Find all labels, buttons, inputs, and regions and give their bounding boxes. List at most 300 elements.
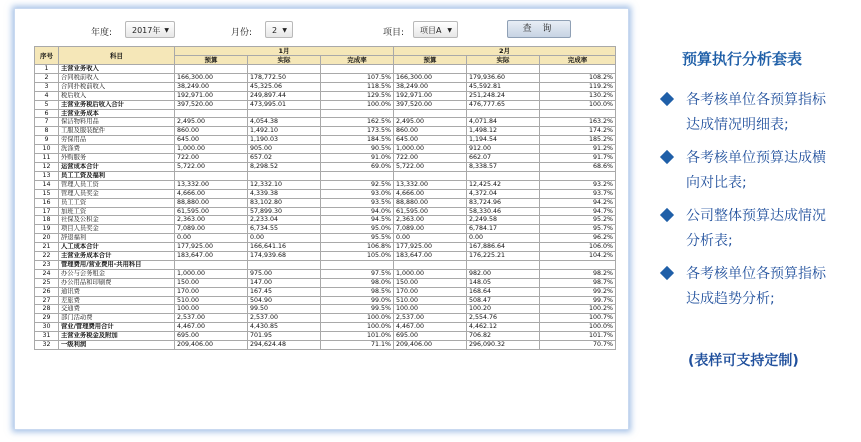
actual-cell: 57,899.30 xyxy=(248,207,321,216)
actual-cell: 508.47 xyxy=(467,296,540,305)
chevron-down-icon: ▼ xyxy=(164,27,169,34)
budget-cell: 510.00 xyxy=(175,296,248,305)
rate-cell: 91.0% xyxy=(321,154,394,163)
chevron-down-icon: ▼ xyxy=(282,27,287,34)
table-row xyxy=(35,332,616,341)
diamond-bullet-icon xyxy=(660,150,674,164)
row-index: 13 xyxy=(35,171,59,180)
row-index: 21 xyxy=(35,243,59,252)
actual-cell: 12,425.42 xyxy=(467,180,540,189)
budget-cell xyxy=(394,260,467,269)
budget-cell: 166,300.00 xyxy=(394,73,467,82)
actual-cell: 1,190.03 xyxy=(248,136,321,145)
rate-cell: 108.2% xyxy=(540,73,616,82)
rate-cell: 106.0% xyxy=(540,243,616,252)
table-row xyxy=(35,154,616,163)
rate-cell: 99.0% xyxy=(321,296,394,305)
rate-cell: 100.0% xyxy=(540,323,616,332)
actual-cell: 701.95 xyxy=(248,332,321,341)
rate-cell: 94.2% xyxy=(540,198,616,207)
actual-cell: 6,784.17 xyxy=(467,225,540,234)
bullet-line: 向对比表; xyxy=(686,175,747,191)
budget-cell: 695.00 xyxy=(175,332,248,341)
rate-cell: 93.0% xyxy=(321,189,394,198)
chevron-down-icon: ▼ xyxy=(447,27,452,34)
row-item: 社保及公积金 xyxy=(59,216,175,225)
table-row xyxy=(35,127,616,136)
rate-cell: 129.5% xyxy=(321,91,394,100)
row-item: 交通费 xyxy=(59,305,175,314)
budget-cell: 183,647.00 xyxy=(175,252,248,261)
table-row xyxy=(35,243,616,252)
row-index: 22 xyxy=(35,252,59,261)
bullet-line: 各考核单位各预算指标 xyxy=(686,92,826,108)
budget-cell xyxy=(175,109,248,118)
actual-cell: 58,330.46 xyxy=(467,207,540,216)
budget-cell: 510.00 xyxy=(394,296,467,305)
budget-cell: 2,537.00 xyxy=(175,314,248,323)
rate-cell: 90.5% xyxy=(321,145,394,154)
row-index: 19 xyxy=(35,225,59,234)
budget-cell: 150.00 xyxy=(394,278,467,287)
rate-cell: 71.1% xyxy=(321,341,394,350)
actual-cell: 178,772.50 xyxy=(248,73,321,82)
header-budget: 预算 xyxy=(175,56,248,65)
budget-cell: 192,971.00 xyxy=(394,91,467,100)
row-index: 31 xyxy=(35,332,59,341)
header-month-1: 1月 xyxy=(175,47,394,56)
side-panel xyxy=(650,0,861,442)
actual-cell: 1,194.54 xyxy=(467,136,540,145)
row-index: 2 xyxy=(35,73,59,82)
budget-cell xyxy=(394,109,467,118)
row-index: 27 xyxy=(35,296,59,305)
table-row xyxy=(35,145,616,154)
year-label: 年度: xyxy=(91,28,113,38)
row-index: 12 xyxy=(35,162,59,171)
budget-cell: 170.00 xyxy=(175,287,248,296)
actual-cell: 4,339.38 xyxy=(248,189,321,198)
actual-cell: 251,248.24 xyxy=(467,91,540,100)
row-index: 10 xyxy=(35,145,59,154)
row-item: 主营业务税金及附加 xyxy=(59,332,175,341)
table-row xyxy=(35,296,616,305)
budget-cell: 183,647.00 xyxy=(394,252,467,261)
row-index: 25 xyxy=(35,278,59,287)
row-item: 管理人员奖金 xyxy=(59,189,175,198)
actual-cell: 912.00 xyxy=(467,145,540,154)
rate-cell xyxy=(321,109,394,118)
budget-cell: 100.00 xyxy=(175,305,248,314)
actual-cell: 45,592.81 xyxy=(467,82,540,91)
budget-cell: 13,332.00 xyxy=(394,180,467,189)
row-item: 人工成本合计 xyxy=(59,243,175,252)
rate-cell: 105.0% xyxy=(321,252,394,261)
row-item: 主营业务收入 xyxy=(59,65,175,74)
rate-cell: 94.0% xyxy=(321,207,394,216)
header-rate: 完成率 xyxy=(321,56,394,65)
rate-cell: 106.8% xyxy=(321,243,394,252)
actual-cell xyxy=(248,171,321,180)
actual-cell: 4,054.38 xyxy=(248,118,321,127)
table-row xyxy=(35,162,616,171)
actual-cell: 147.00 xyxy=(248,278,321,287)
table-row xyxy=(35,314,616,323)
rate-cell: 99.5% xyxy=(321,305,394,314)
budget-cell: 192,971.00 xyxy=(175,91,248,100)
row-index: 6 xyxy=(35,109,59,118)
budget-cell xyxy=(175,171,248,180)
budget-cell: 2,537.00 xyxy=(394,314,467,323)
rate-cell: 100.0% xyxy=(540,100,616,109)
side-title: 预算执行分析套表 xyxy=(682,50,803,68)
diamond-bullet-icon xyxy=(660,208,674,222)
budget-cell: 209,406.00 xyxy=(175,341,248,350)
row-index: 8 xyxy=(35,127,59,136)
row-index: 15 xyxy=(35,189,59,198)
header-item: 科目 xyxy=(59,47,175,65)
rate-cell: 95.2% xyxy=(540,216,616,225)
table-row xyxy=(35,287,616,296)
row-item: 加班工资 xyxy=(59,207,175,216)
actual-cell: 99.50 xyxy=(248,305,321,314)
row-index: 30 xyxy=(35,323,59,332)
row-index: 29 xyxy=(35,314,59,323)
budget-cell: 1,000.00 xyxy=(394,269,467,278)
actual-cell: 174,939.68 xyxy=(248,252,321,261)
rate-cell: 100.7% xyxy=(540,314,616,323)
rate-cell: 91.7% xyxy=(540,154,616,163)
budget-cell: 860.00 xyxy=(394,127,467,136)
table-row xyxy=(35,252,616,261)
row-index: 17 xyxy=(35,207,59,216)
rate-cell: 104.2% xyxy=(540,252,616,261)
row-index: 9 xyxy=(35,136,59,145)
budget-cell: 5,722.00 xyxy=(175,162,248,171)
table-row xyxy=(35,216,616,225)
diamond-bullet-icon xyxy=(660,92,674,106)
table-row xyxy=(35,305,616,314)
row-index: 23 xyxy=(35,260,59,269)
budget-cell: 860.00 xyxy=(175,127,248,136)
actual-cell: 2,537.00 xyxy=(248,314,321,323)
table-row xyxy=(35,225,616,234)
table-row xyxy=(35,341,616,350)
actual-cell: 982.00 xyxy=(467,269,540,278)
row-item: 项目人员奖金 xyxy=(59,225,175,234)
project-select[interactable] xyxy=(413,21,458,38)
table-row xyxy=(35,260,616,269)
diamond-bullet-icon xyxy=(660,266,674,280)
budget-cell xyxy=(175,65,248,74)
budget-cell: 2,363.00 xyxy=(175,216,248,225)
row-index: 5 xyxy=(35,100,59,109)
table-row xyxy=(35,234,616,243)
row-index: 4 xyxy=(35,91,59,100)
rate-cell: 98.7% xyxy=(540,278,616,287)
rate-cell: 94.7% xyxy=(540,207,616,216)
budget-cell: 177,925.00 xyxy=(175,243,248,252)
actual-cell: 12,332.10 xyxy=(248,180,321,189)
rate-cell: 91.2% xyxy=(540,145,616,154)
budget-cell xyxy=(394,171,467,180)
actual-cell: 8,298.52 xyxy=(248,162,321,171)
budget-cell: 2,495.00 xyxy=(175,118,248,127)
row-item: 保洁物料用品 xyxy=(59,118,175,127)
row-index: 28 xyxy=(35,305,59,314)
rate-cell: 96.2% xyxy=(540,234,616,243)
rate-cell: 98.5% xyxy=(321,287,394,296)
rate-cell: 95.0% xyxy=(321,225,394,234)
actual-cell: 4,462.12 xyxy=(467,323,540,332)
table-row xyxy=(35,73,616,82)
rate-cell: 100.2% xyxy=(540,305,616,314)
budget-cell: 2,495.00 xyxy=(394,118,467,127)
row-index: 26 xyxy=(35,287,59,296)
budget-cell: 4,467.00 xyxy=(175,323,248,332)
row-item: 工服及服装配件 xyxy=(59,127,175,136)
rate-cell xyxy=(321,171,394,180)
row-item: 主营业务成本 xyxy=(59,109,175,118)
rate-cell: 93.5% xyxy=(321,198,394,207)
table-row xyxy=(35,118,616,127)
budget-cell: 645.00 xyxy=(175,136,248,145)
actual-cell: 176,225.21 xyxy=(467,252,540,261)
rate-cell: 99.7% xyxy=(540,296,616,305)
rate-cell: 185.2% xyxy=(540,136,616,145)
rate-cell: 101.0% xyxy=(321,332,394,341)
row-item: 主营业务税后收入合计 xyxy=(59,100,175,109)
row-item: 管理费用/营业费用-共用科目 xyxy=(59,260,175,269)
table-row xyxy=(35,109,616,118)
bullet-line: 公司整体预算达成情况 xyxy=(686,208,826,224)
row-item: 一级利润 xyxy=(59,341,175,350)
actual-cell: 1,498.12 xyxy=(467,127,540,136)
actual-cell: 476,777.65 xyxy=(467,100,540,109)
table-row xyxy=(35,82,616,91)
actual-cell: 504.90 xyxy=(248,296,321,305)
rate-cell: 94.5% xyxy=(321,216,394,225)
rate-cell: 101.7% xyxy=(540,332,616,341)
rate-cell xyxy=(321,260,394,269)
rate-cell xyxy=(321,65,394,74)
rate-cell: 93.2% xyxy=(540,180,616,189)
actual-cell: 662.07 xyxy=(467,154,540,163)
row-item: 通讯费 xyxy=(59,287,175,296)
row-item: 员工工资及福利 xyxy=(59,171,175,180)
rate-cell: 184.5% xyxy=(321,136,394,145)
budget-cell: 397,520.00 xyxy=(394,100,467,109)
project-select-value: 项目A xyxy=(420,26,442,35)
row-index: 7 xyxy=(35,118,59,127)
row-item: 员工工资 xyxy=(59,198,175,207)
table-row xyxy=(35,91,616,100)
actual-cell: 45,325.06 xyxy=(248,82,321,91)
report-panel xyxy=(14,8,629,430)
actual-cell: 473,995.01 xyxy=(248,100,321,109)
budget-cell: 1,000.00 xyxy=(175,145,248,154)
rate-cell: 70.7% xyxy=(540,341,616,350)
budget-cell: 150.00 xyxy=(175,278,248,287)
budget-cell: 170.00 xyxy=(394,287,467,296)
actual-cell: 905.00 xyxy=(248,145,321,154)
table-row xyxy=(35,323,616,332)
actual-cell: 975.00 xyxy=(248,269,321,278)
table-body xyxy=(35,65,616,350)
query-button[interactable]: 查 询 xyxy=(507,20,571,38)
budget-cell: 209,406.00 xyxy=(394,341,467,350)
rate-cell: 100.0% xyxy=(321,323,394,332)
rate-cell: 68.6% xyxy=(540,162,616,171)
header-rate: 完成率 xyxy=(540,56,616,65)
bullet-line: 分析表; xyxy=(686,233,733,249)
row-index: 11 xyxy=(35,154,59,163)
actual-cell: 167,886.64 xyxy=(467,243,540,252)
budget-cell: 695.00 xyxy=(394,332,467,341)
row-item: 部门活动费 xyxy=(59,314,175,323)
row-index: 3 xyxy=(35,82,59,91)
row-index: 16 xyxy=(35,198,59,207)
month-label: 月份: xyxy=(231,28,253,38)
actual-cell: 83,102.80 xyxy=(248,198,321,207)
rate-cell: 119.2% xyxy=(540,82,616,91)
budget-cell xyxy=(175,260,248,269)
budget-cell: 177,925.00 xyxy=(394,243,467,252)
row-item: 辞退福利 xyxy=(59,234,175,243)
budget-table xyxy=(34,46,616,350)
row-index: 14 xyxy=(35,180,59,189)
table-row xyxy=(35,269,616,278)
row-item: 营业/管理费用合计 xyxy=(59,323,175,332)
budget-cell: 4,467.00 xyxy=(394,323,467,332)
rate-cell xyxy=(540,260,616,269)
header-month-2: 2月 xyxy=(394,47,616,56)
row-item: 洗涤费 xyxy=(59,145,175,154)
actual-cell xyxy=(467,171,540,180)
header-actual: 实际 xyxy=(248,56,321,65)
actual-cell: 168.64 xyxy=(467,287,540,296)
budget-cell: 1,000.00 xyxy=(394,145,467,154)
row-index: 20 xyxy=(35,234,59,243)
table-row xyxy=(35,171,616,180)
actual-cell: 296,090.32 xyxy=(467,341,540,350)
actual-cell xyxy=(467,260,540,269)
budget-cell: 0.00 xyxy=(394,234,467,243)
header-budget: 预算 xyxy=(394,56,467,65)
actual-cell: 167.45 xyxy=(248,287,321,296)
bullet-line: 达成情况明细表; xyxy=(686,117,789,133)
year-select[interactable] xyxy=(125,21,175,38)
budget-cell: 7,089.00 xyxy=(175,225,248,234)
actual-cell xyxy=(467,109,540,118)
budget-cell: 7,089.00 xyxy=(394,225,467,234)
budget-cell: 38,249.00 xyxy=(394,82,467,91)
budget-cell: 0.00 xyxy=(175,234,248,243)
row-item: 劳保用品 xyxy=(59,136,175,145)
rate-cell: 98.0% xyxy=(321,278,394,287)
actual-cell xyxy=(248,65,321,74)
project-label: 项目: xyxy=(383,28,405,38)
budget-cell: 4,666.00 xyxy=(394,189,467,198)
rate-cell xyxy=(540,109,616,118)
rate-cell: 163.2% xyxy=(540,118,616,127)
rate-cell: 100.0% xyxy=(321,314,394,323)
budget-cell: 38,249.00 xyxy=(175,82,248,91)
actual-cell xyxy=(467,65,540,74)
actual-cell: 706.82 xyxy=(467,332,540,341)
row-item: 运营成本合计 xyxy=(59,162,175,171)
header-index: 序号 xyxy=(35,47,59,65)
table-row xyxy=(35,207,616,216)
budget-cell: 722.00 xyxy=(394,154,467,163)
rate-cell: 69.0% xyxy=(321,162,394,171)
row-index: 32 xyxy=(35,341,59,350)
actual-cell: 2,249.58 xyxy=(467,216,540,225)
actual-cell: 4,372.04 xyxy=(467,189,540,198)
actual-cell: 4,071.84 xyxy=(467,118,540,127)
rate-cell: 95.7% xyxy=(540,225,616,234)
budget-cell: 645.00 xyxy=(394,136,467,145)
row-index: 24 xyxy=(35,269,59,278)
rate-cell: 162.5% xyxy=(321,118,394,127)
budget-cell: 61,595.00 xyxy=(394,207,467,216)
rate-cell: 98.2% xyxy=(540,269,616,278)
budget-cell: 166,300.00 xyxy=(175,73,248,82)
budget-cell: 13,332.00 xyxy=(175,180,248,189)
actual-cell: 166,641.16 xyxy=(248,243,321,252)
row-item: 主营业务成本合计 xyxy=(59,252,175,261)
actual-cell: 4,430.85 xyxy=(248,323,321,332)
rate-cell: 174.2% xyxy=(540,127,616,136)
actual-cell: 657.02 xyxy=(248,154,321,163)
actual-cell: 148.05 xyxy=(467,278,540,287)
budget-cell: 61,595.00 xyxy=(175,207,248,216)
row-item: 管理人员工资 xyxy=(59,180,175,189)
month-select-value: 2 xyxy=(272,26,278,35)
budget-cell: 100.00 xyxy=(394,305,467,314)
row-item: 办公与会务租金 xyxy=(59,269,175,278)
bullet-line: 各考核单位各预算指标 xyxy=(686,266,826,282)
actual-cell xyxy=(248,109,321,118)
rate-cell: 118.5% xyxy=(321,82,394,91)
bullet-line: 达成趋势分析; xyxy=(686,291,775,307)
budget-cell: 5,722.00 xyxy=(394,162,467,171)
actual-cell: 179,936.60 xyxy=(467,73,540,82)
month-select[interactable] xyxy=(265,21,293,38)
actual-cell: 249,897.44 xyxy=(248,91,321,100)
table-row xyxy=(35,65,616,74)
row-item: 外购服务 xyxy=(59,154,175,163)
table-row xyxy=(35,100,616,109)
actual-cell: 294,624.48 xyxy=(248,341,321,350)
budget-cell: 88,880.00 xyxy=(394,198,467,207)
budget-cell: 88,880.00 xyxy=(175,198,248,207)
row-index: 1 xyxy=(35,65,59,74)
rate-cell: 95.5% xyxy=(321,234,394,243)
actual-cell: 2,554.76 xyxy=(467,314,540,323)
row-item: 合同扑税前收入 xyxy=(59,82,175,91)
actual-cell xyxy=(248,260,321,269)
row-item: 合同税前收入 xyxy=(59,73,175,82)
budget-cell: 4,666.00 xyxy=(175,189,248,198)
budget-cell: 722.00 xyxy=(175,154,248,163)
row-item: 办公用品和印刷费 xyxy=(59,278,175,287)
rate-cell: 100.0% xyxy=(321,100,394,109)
budget-cell: 1,000.00 xyxy=(175,269,248,278)
filter-bar xyxy=(15,9,628,45)
actual-cell: 2,233.04 xyxy=(248,216,321,225)
table-row xyxy=(35,180,616,189)
